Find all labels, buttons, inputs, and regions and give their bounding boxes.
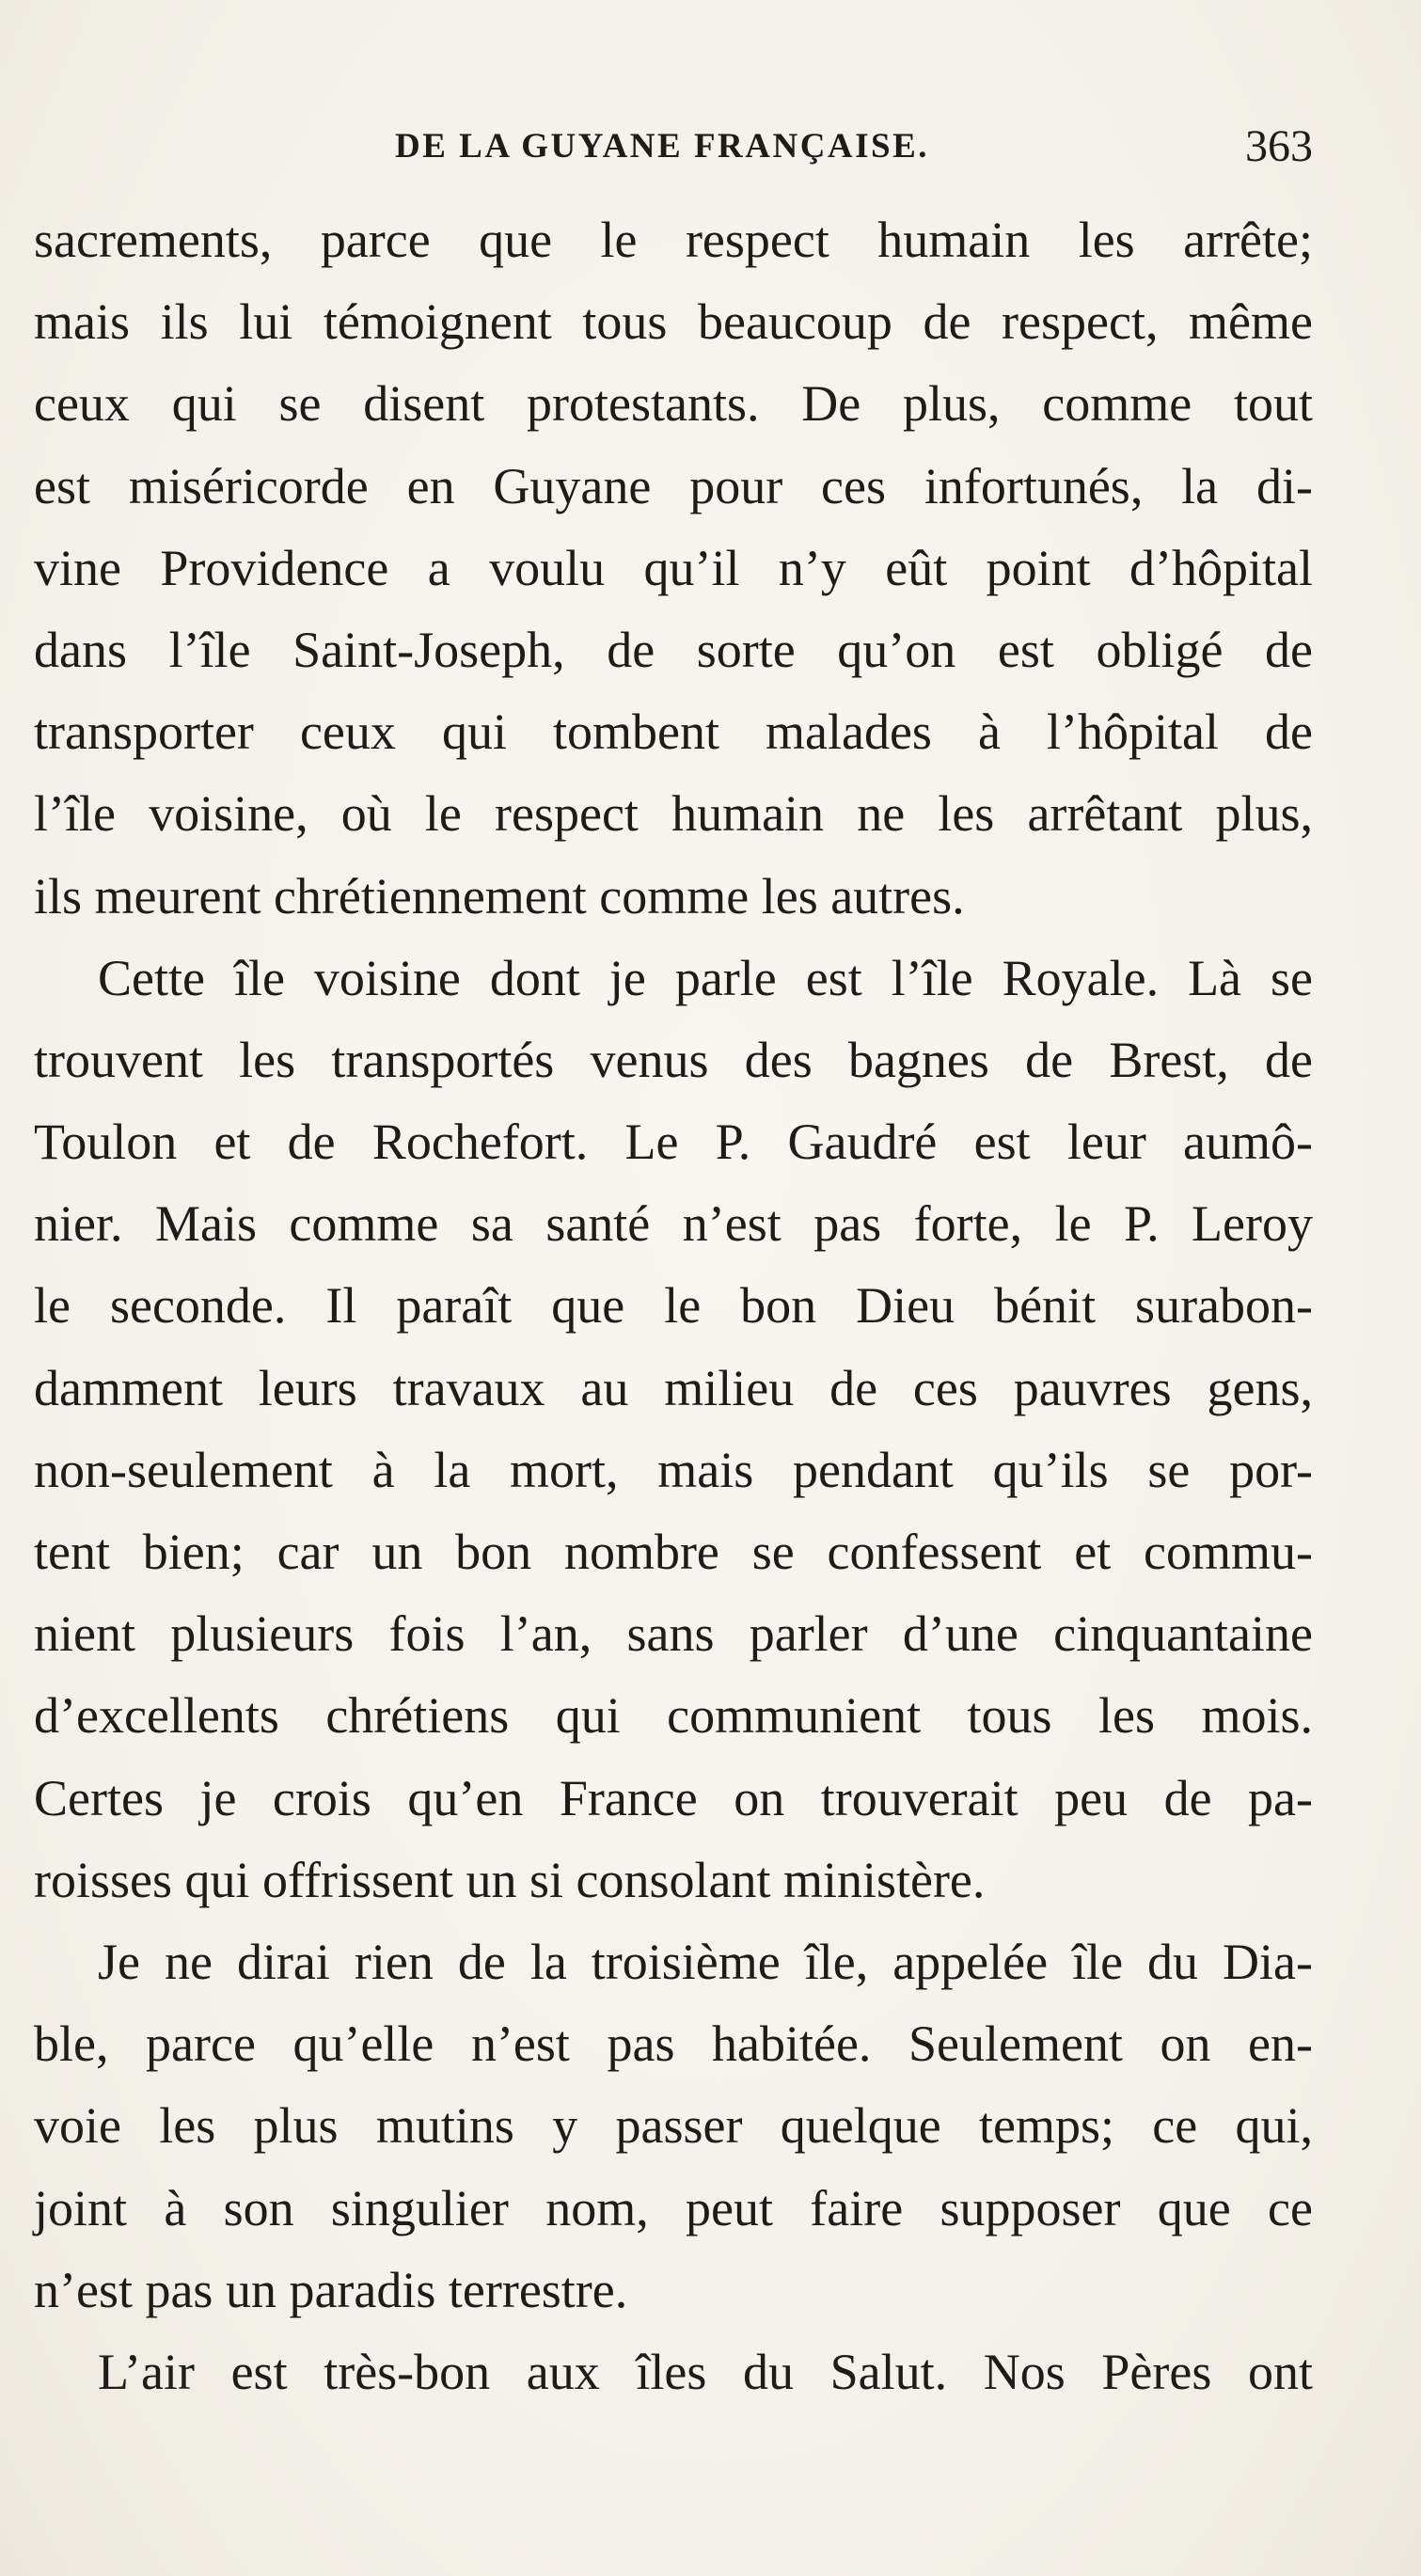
text-line: transporter ceux qui tombent malades à l’hôpital de <box>34 703 1313 761</box>
paragraph-end-line: roisses qui offrissent un si consolant ministère. <box>34 1851 986 1908</box>
text-line: ble, parce qu’elle n’est pas habitée. Seulement on en- <box>34 2015 1313 2073</box>
text-line: dans l’île Saint-Joseph, de sorte qu’on est obligé de <box>34 621 1313 678</box>
paragraph-end-line: n’est pas un paradis terrestre. <box>34 2261 628 2318</box>
paragraph-end-line: ils meurent chrétiennement comme les autres. <box>34 867 965 925</box>
text-line: Certes je crois qu’en France on trouverait peu de pa- <box>34 1769 1313 1826</box>
text-line: ceux qui se disent protestants. De plus, comme tout <box>34 375 1313 433</box>
text-line: non-seulement à la mort, mais pendant qu’ils se por- <box>34 1441 1313 1498</box>
text-line: d’excellents chrétiens qui communient tous les mois. <box>34 1687 1313 1745</box>
text-line: trouvent les transportés venus des bagnes de Brest, de <box>34 1031 1313 1088</box>
text-line: voie les plus mutins y passer quelque temps; ce qui, <box>34 2097 1313 2155</box>
text-line: nier. Mais comme sa santé n’est pas forte, le P. Leroy <box>34 1195 1313 1253</box>
text-line: vine Providence a voulu qu’il n’y eût point d’hôpital <box>34 539 1313 596</box>
paragraph-start-line: L’air est très-bon aux îles du Salut. Nos Pères ont <box>98 2343 1313 2400</box>
page-number: 363 <box>1245 121 1313 171</box>
text-line: le seconde. Il paraît que le bon Dieu bénit surabon- <box>34 1277 1313 1335</box>
text-line: nient plusieurs fois l’an, sans parler d’une cinquantaine <box>34 1605 1313 1663</box>
body-text <box>34 199 1313 2413</box>
text-line: damment leurs travaux au milieu de ces pauvres gens, <box>34 1359 1313 1416</box>
text-line: est miséricorde en Guyane pour ces infortunés, la di- <box>34 457 1313 514</box>
paragraph-start-line: Cette île voisine dont je parle est l’île Royale. Là se <box>98 949 1313 1006</box>
text-line: l’île voisine, où le respect humain ne les arrêtant plus, <box>34 785 1313 843</box>
text-line: mais ils lui témoignent tous beaucoup de respect, même <box>34 293 1313 351</box>
text-line: tent bien; car un bon nombre se confessent et commu- <box>34 1524 1313 1580</box>
running-head <box>34 120 1313 177</box>
text-line: joint à son singulier nom, peut faire supposer que ce <box>34 2179 1313 2236</box>
text-line: Toulon et de Rochefort. Le P. Gaudré est leur aumô- <box>34 1114 1313 1171</box>
text-line: sacrements, parce que le respect humain les arrête; <box>34 212 1313 268</box>
paragraph-start-line: Je ne dirai rien de la troisième île, appelée île du Dia- <box>98 1933 1313 1990</box>
running-title: DE LA GUYANE FRANÇAISE. <box>395 127 930 166</box>
